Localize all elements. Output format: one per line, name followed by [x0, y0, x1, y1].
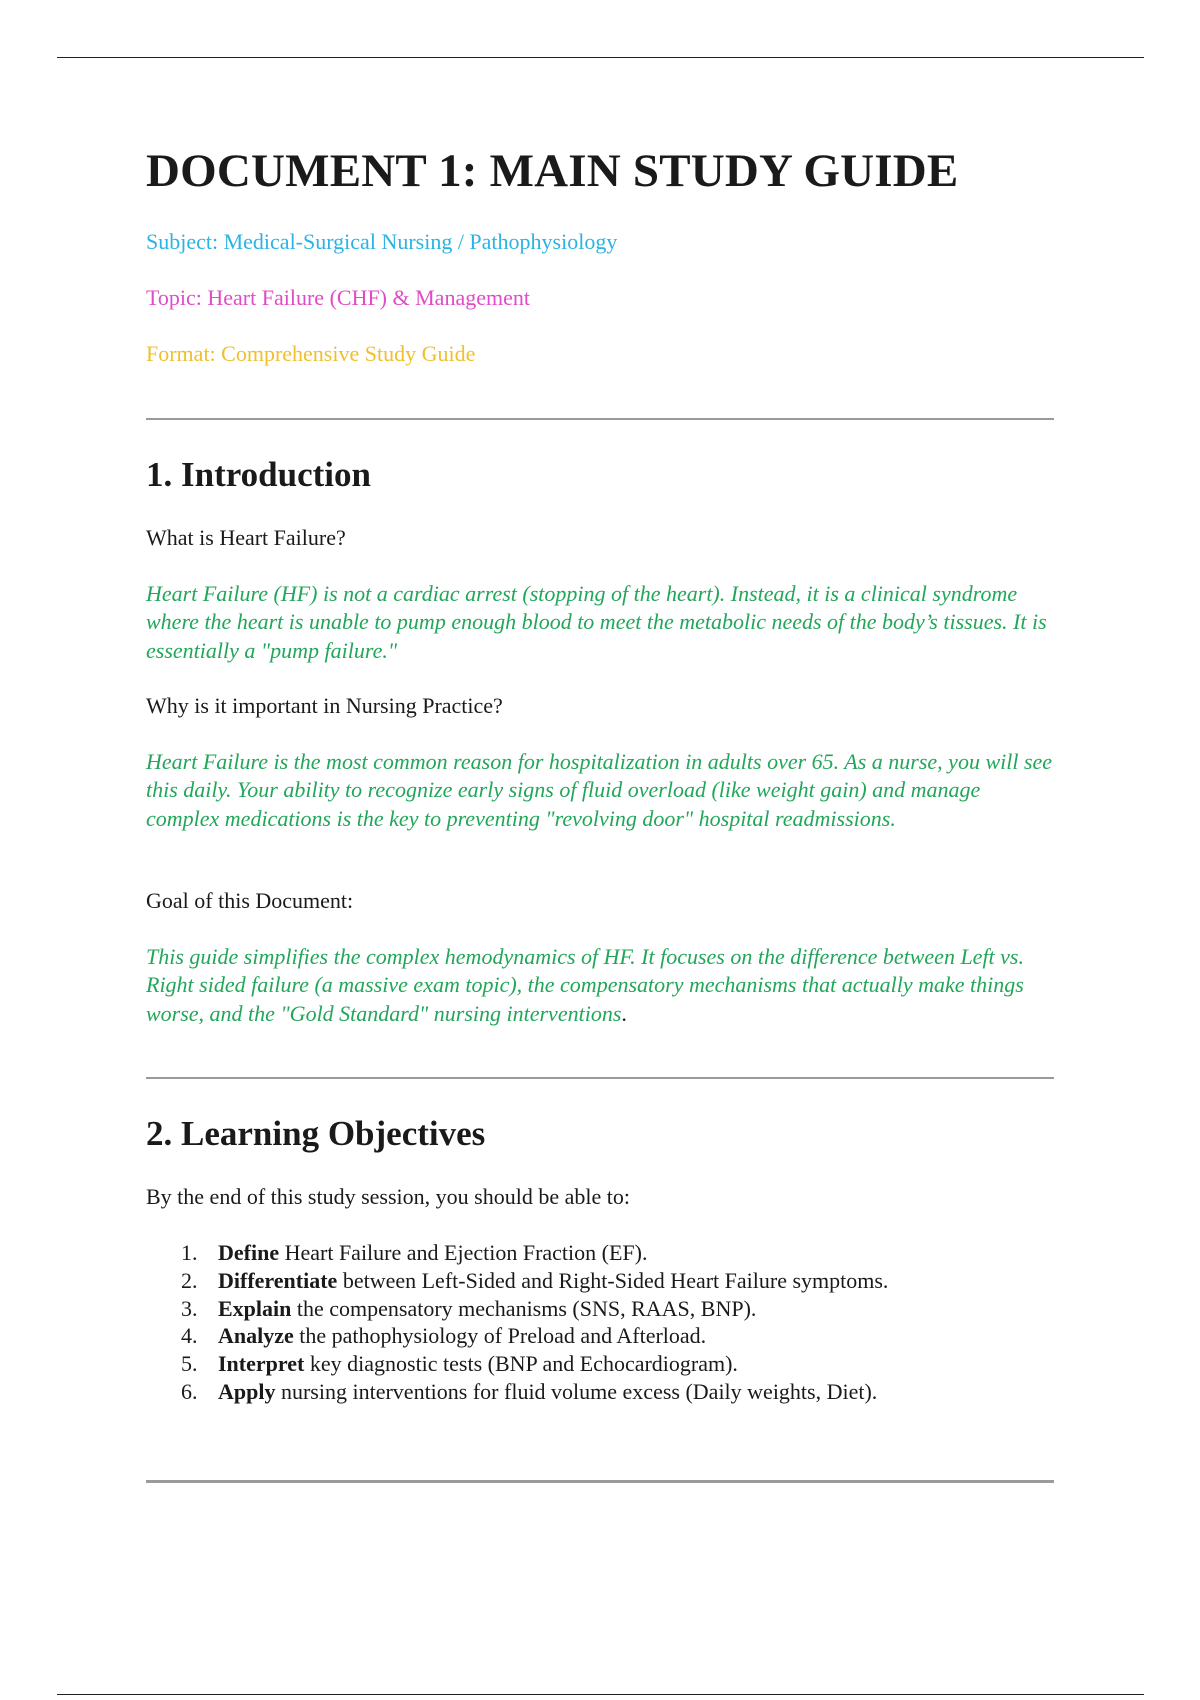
list-item-verb: Interpret — [218, 1351, 305, 1377]
question-goal: Goal of this Document: — [146, 888, 354, 913]
list-item-verb: Analyze — [218, 1323, 294, 1349]
section-divider — [146, 418, 1054, 420]
list-item-number: 2. — [181, 1267, 198, 1293]
question-what-is-hf: What is Heart Failure? — [146, 525, 346, 550]
list-item-verb: Apply — [218, 1378, 276, 1404]
document-title: DOCUMENT 1: MAIN STUDY GUIDE — [146, 145, 959, 197]
format-line: Format: Comprehensive Study Guide — [146, 341, 476, 366]
topic-line: Topic: Heart Failure (CHF) & Management — [146, 285, 530, 310]
page-top-rule — [57, 57, 1144, 58]
objectives-list — [181, 1239, 888, 1406]
learning-objectives-heading: 2. Learning Objectives — [146, 1114, 486, 1153]
list-item-text: Heart Failure and Ejection Fraction (EF). — [279, 1240, 648, 1265]
subject-line: Subject: Medical-Surgical Nursing / Pathophysiology — [146, 229, 618, 254]
list-item-text: between Left-Sided and Right-Sided Heart Failure symptoms. — [337, 1267, 889, 1293]
answer-why-important: Heart Failure is the most common reason for hospitalization in adults over 65. As a nurse, you will see this daily. Your ability to recognize early signs of fluid overload (like weight gain) and manage complex medications is the key to preventing "revolving door" hospital readmissions. — [146, 749, 1053, 831]
list-item — [181, 1322, 888, 1350]
list-item-number: 3. — [181, 1295, 198, 1321]
list-item-number: 5. — [181, 1351, 198, 1377]
list-item-text: the compensatory mechanisms (SNS, RAAS, BNP). — [291, 1295, 757, 1321]
list-item-verb: Explain — [218, 1295, 292, 1321]
answer-goal-period: . — [621, 1000, 627, 1026]
list-item-verb: Differentiate — [218, 1267, 338, 1293]
list-item — [181, 1267, 888, 1295]
page-bottom-rule — [57, 1694, 1144, 1695]
question-why-important: Why is it important in Nursing Practice? — [146, 693, 503, 718]
list-item — [181, 1295, 888, 1323]
list-item-number: 1. — [181, 1240, 198, 1265]
section-divider — [146, 1077, 1054, 1079]
list-item-text: key diagnostic tests (BNP and Echocardiogram). — [304, 1351, 738, 1377]
list-item — [181, 1378, 888, 1406]
list-item-text: the pathophysiology of Preload and Afterload. — [293, 1323, 707, 1349]
list-item-verb: Define — [218, 1240, 280, 1265]
introduction-heading: 1. Introduction — [146, 455, 371, 494]
list-item-number: 6. — [181, 1378, 198, 1404]
list-item-text: nursing interventions for fluid volume excess (Daily weights, Diet). — [275, 1378, 878, 1404]
answer-goal-text: This guide simplifies the complex hemodynamics of HF. It focuses on the difference between Left vs. Right sided failure (a massive exam topic), the compensatory mechanisms that actually make things worse, and the "Gold Standard" nursing interventions — [146, 944, 1024, 1026]
answer-what-is-hf: Heart Failure (HF) is not a cardiac arrest (stopping of the heart). Instead, it is a clinical syndrome where the heart is unable to pump enough blood to meet the metabolic needs of the body’s tissues. It is essentially a "pump failure." — [146, 581, 1047, 663]
list-item — [181, 1350, 888, 1378]
list-item — [181, 1239, 888, 1267]
list-item-number: 4. — [181, 1323, 198, 1349]
section-divider — [146, 1480, 1054, 1483]
answer-goal — [146, 943, 1056, 1028]
objectives-lead: By the end of this study session, you should be able to: — [146, 1184, 630, 1209]
